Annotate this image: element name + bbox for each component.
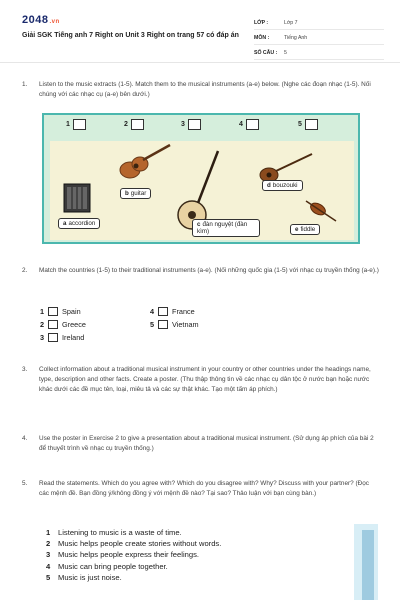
statements-list (46, 527, 222, 583)
instrument-label-accordion: a accordion (58, 218, 100, 229)
instruments-illustration (50, 141, 354, 240)
meta-value: 5 (284, 50, 287, 56)
guitar-image (120, 145, 170, 178)
answer-box[interactable] (48, 333, 58, 342)
statement-item: 3 Music helps people express their feelings. (46, 550, 199, 560)
question-1 (22, 80, 372, 102)
answer-box-item[interactable]: 4 (239, 119, 259, 130)
instrument-label-fiddle: e fiddle (290, 224, 320, 235)
statement-item: 5 Music is just noise. (46, 572, 122, 582)
question-number: 2. (22, 267, 28, 274)
meta-key: MÔN : (254, 35, 270, 41)
country-item: 3 Ireland (40, 333, 85, 342)
statement-item: 1 Listening to music is a waste of time. (46, 528, 182, 537)
instrument-label-dan-nguyet: c đàn nguyệt (đàn kìm) (192, 219, 260, 237)
country-item: 2 Greece (40, 320, 86, 329)
answer-box-item[interactable]: 5 (298, 119, 318, 130)
question-4 (22, 434, 372, 456)
answer-box[interactable] (158, 320, 168, 329)
answer-box[interactable] (73, 119, 86, 130)
answer-box[interactable] (48, 307, 58, 316)
instrument-label-guitar: b guitar (120, 188, 151, 199)
meta-value: Lớp 7 (284, 20, 298, 26)
accordion-image (64, 184, 90, 212)
document-header (0, 0, 400, 63)
meta-key: LỚP : (254, 20, 269, 26)
answer-box[interactable] (305, 119, 318, 130)
question-text: Collect information about a traditional musical instrument in your country or other countries under the headings name, type, description and other facts. Create a poster. (Thu thập thông tin về các nhạc cụ dân tộc ở nước bạn hoặc nước khác dưới các đề mục tên, loại, miêu tả và các sự thật khác. Tạo một tấm áp phích.) (39, 366, 371, 393)
meta-key: SỐ CÂU : (254, 50, 278, 56)
instruments-panel (42, 113, 360, 244)
answer-box[interactable] (188, 119, 201, 130)
question-number: 3. (22, 366, 28, 373)
answer-box-row (44, 119, 358, 133)
countries-list (40, 306, 270, 348)
answer-box[interactable] (158, 307, 168, 316)
statement-item: 2 Music helps people create stories without words. (46, 539, 222, 549)
answer-box[interactable] (131, 119, 144, 130)
question-text: Read the statements. Which do you agree with? Which do you disagree with? Why? Discuss with your partner? (Đọc các mệnh đề. Bạn đồng ý/không đồng ý với mệnh đề nào? Tại sao? Thảo luận với bạn cùng bàn.) (39, 480, 369, 497)
question-text: Use the poster in Exercise 2 to give a presentation about a traditional musical instrument. (Sử dụng áp phích của bài 2 để thuyết trình về nhạc cụ truyền thống.) (39, 435, 374, 452)
document-title: Giải SGK Tiếng anh 7 Right on Unit 3 Right on trang 57 có đáp án (22, 32, 239, 39)
question-text: Listen to the music extracts (1-5). Match them to the musical instruments (a-e) below. (Nghe các đoạn nhạc (1-5). Nối chúng với các nhạc cụ (a-e) bên dưới.) (39, 81, 371, 98)
answer-box-item[interactable]: 2 (124, 119, 144, 130)
answer-box-item[interactable]: 1 (66, 119, 86, 130)
meta-row-grade (254, 17, 384, 30)
question-number: 1. (22, 81, 28, 88)
answer-box[interactable] (246, 119, 259, 130)
country-item: 4 France (150, 307, 195, 316)
country-item: 5 Vietnam (150, 320, 199, 329)
country-item: 1 Spain (40, 307, 81, 316)
bouzouki-image (260, 154, 312, 182)
answer-box-item[interactable]: 3 (181, 119, 201, 130)
answer-box[interactable] (48, 320, 58, 329)
meta-row-subject (254, 32, 384, 45)
statement-item: 4 Music can bring people together. (46, 561, 168, 571)
fiddle-image (306, 201, 336, 221)
question-5 (22, 479, 372, 511)
instrument-label-bouzouki: d bouzouki (262, 180, 303, 191)
question-2 (22, 266, 379, 288)
site-logo[interactable]: 2048.vn (22, 14, 60, 26)
question-text: Match the countries (1-5) to their traditional instruments (a-e). (Nối những quốc gia (1-5) với nhạc cụ truyền thống (a-e).) (39, 267, 379, 274)
meta-value: Tiếng Anh (284, 35, 308, 41)
meta-row-count (254, 47, 384, 60)
question-3 (22, 365, 372, 407)
question-number: 5. (22, 480, 28, 487)
statements-side-image (352, 520, 380, 600)
question-number: 4. (22, 435, 28, 442)
dan-nguyet-image (178, 151, 218, 229)
document-meta (254, 17, 384, 62)
